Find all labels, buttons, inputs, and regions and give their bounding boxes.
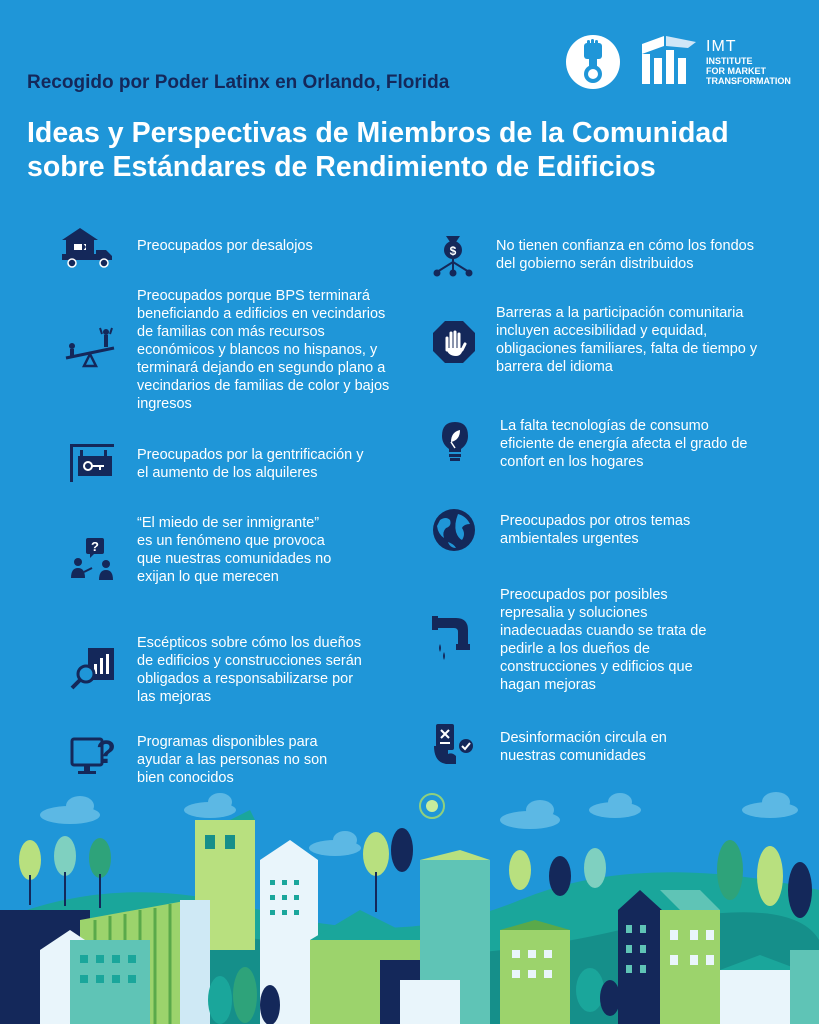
monitor-question-icon bbox=[70, 735, 116, 777]
rent-sign-key-icon bbox=[68, 442, 116, 484]
right-item-text: La falta tecnologías de consumo eficiente de energía afecta el grado de confort en los hogares bbox=[500, 418, 748, 470]
money-distribution-icon bbox=[432, 232, 474, 278]
svg-text:?: ? bbox=[91, 539, 99, 554]
imt-short: IMT bbox=[706, 38, 737, 55]
imt-line2: FOR MARKET bbox=[706, 66, 766, 76]
misinformation-phone-icon bbox=[432, 722, 476, 766]
left-item-text: Preocupados por desalojos bbox=[137, 238, 313, 254]
globe-icon bbox=[432, 508, 476, 552]
left-item-text: Preocupados por la gentrificación y el aumento de los alquileres bbox=[137, 447, 364, 481]
right-item-text: Preocupados por posibles represalia y soluciones inadecuadas cuando se trata de pedirle a los dueños de construcciones y edificios que hagan mejoras bbox=[500, 587, 707, 693]
imt-logo-text bbox=[706, 38, 791, 86]
people-question-icon bbox=[70, 536, 116, 582]
page-subtitle: Recogido por Poder Latinx en Orlando, Florida bbox=[27, 72, 450, 93]
eviction-truck-icon bbox=[60, 226, 114, 268]
left-item-text: “El miedo de ser inmigrante” es un fenómeno que provoca que nuestras comunidades no exijan lo que merecen bbox=[137, 515, 332, 585]
svg-text:?: ? bbox=[96, 735, 116, 770]
left-item-text: Programas disponibles para ayudar a las personas no son bien conocidos bbox=[137, 734, 328, 786]
imt-line1: INSTITUTE bbox=[706, 56, 753, 66]
right-item-text: No tienen confianza en cómo los fondos del gobierno serán distribuidos bbox=[496, 238, 754, 272]
right-item-text: Desinformación circula en nuestras comunidades bbox=[500, 730, 667, 764]
lightbulb-leaf-icon bbox=[440, 420, 470, 464]
poder-latinx-logo-icon bbox=[565, 34, 621, 90]
leaking-pipe-icon bbox=[432, 614, 474, 660]
imt-line3: TRANSFORMATION bbox=[706, 76, 791, 86]
seesaw-inequality-icon bbox=[64, 326, 116, 372]
right-item-text: Barreras a la participación comunitaria incluyen accesibilidad y equidad, obligaciones familiares, falta de tiempo y barrera del idioma bbox=[496, 305, 758, 375]
magnifier-document-icon bbox=[70, 646, 116, 692]
page-title: Ideas y Perspectivas de Miembros de la Comunidad sobre Estándares de Rendimiento de Edificios bbox=[27, 117, 729, 183]
right-item-text: Preocupados por otros temas ambientales urgentes bbox=[500, 513, 691, 547]
left-item-text: Preocupados porque BPS terminará beneficiando a edificios en vecindarios de familias con más recursos económicos y blancos no hispanos, y terminará dejando en segundo plano a vecindarios de familias de color y bajos ingresos bbox=[137, 288, 390, 412]
svg-text:$: $ bbox=[449, 244, 457, 258]
stop-hand-icon bbox=[432, 320, 476, 364]
left-item-text: Escépticos sobre cómo los dueños de edificios y construcciones serán obligados a responsabilizarse por las mejoras bbox=[137, 635, 362, 705]
cityscape-illustration bbox=[0, 780, 819, 1024]
